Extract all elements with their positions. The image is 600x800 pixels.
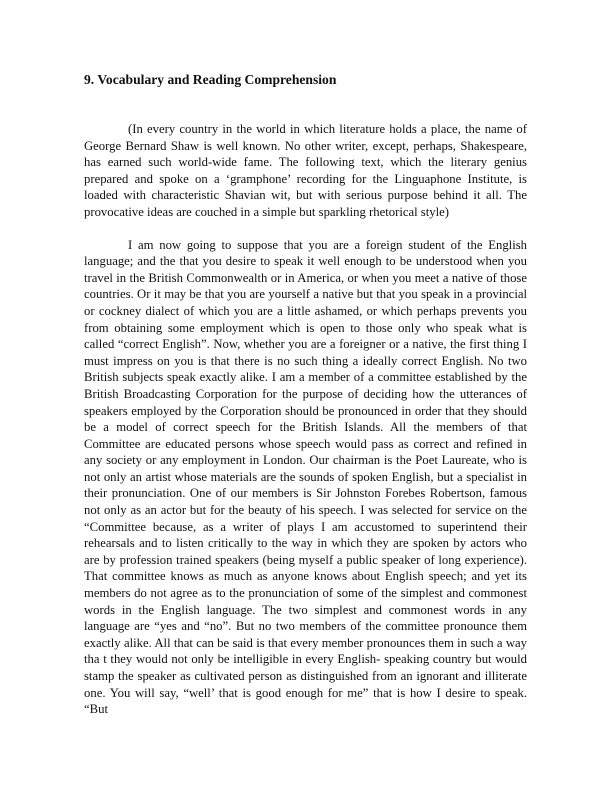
document-page [84, 72, 527, 718]
body-paragraph: I am now going to suppose that you are a foreign student of the English language; and the that you desire to speak it well enough to be understood when you travel in the British Commonwealth or in America, or when you meet a native of those countries. Or it may be that you are yourself a native but that you speak in a provincial or cockney dialect of which you are a little ashamed, or which perhaps prevents you from obtaining some employment which is open to those only who speak what is called “correct English”. Now, whether you are a foreigner or a native, the first thing I must impress on you is that there is no such thing a ideally correct English. No two British subjects speak exactly alike. I am a member of a committee established by the British Broadcasting Corporation for the purpose of deciding how the utterances of speakers employed by the Corporation should be pronounced in order that they should be a model of correct speech for the British Islands. All the members of that Committee are educated persons whose speech would pass as correct and refined in any society or any employment in London. Our chairman is the Poet Laureate, who is not only an artist whose materials are the sounds of spoken English, but a specialist in their pronunciation. One of our members is Sir Johnston Forebes Robertson, famous not only as an actor but for the beauty of his speech. I was selected for service on the “Committee because, as a writer of plays I am accustomed to superintend their rehearsals and to listen critically to the way in which they are spoken by actors who are by profession trained speakers (being myself a public speaker of long experience). That committee knows as much as anyone knows about English speech; and yet its members do not agree as to the pronunciation of some of the simplest and commonest words in the English language. The two simplest and commonest words in any language are “yes and “no”. But no two members of the committee pronounce them exactly alike. All that can be said is that every member pronounces them in such a way tha t they would not only be intelligible in every English- speaking country but would stamp the speaker as cultivated person as distinguished from an ignorant and illiterate one. You will say, “well’ that is good enough for me” that is how I desire to speak. “But [84, 237, 527, 717]
section-heading: 9. Vocabulary and Reading Comprehension [84, 72, 337, 87]
intro-paragraph: (In every country in the world in which literature holds a place, the name of George Bernard Shaw is well known. No other writer, except, perhaps, Shakespeare, has earned such world-wide fame. The following text, which the literary genius prepared and spoke on a ‘gramphone’ recording for the Linguaphone Institute, is loaded with characteristic Shavian wit, but with serious purpose behind it all. The provocative ideas are couched in a simple but sparkling rhetorical style) [84, 122, 527, 219]
